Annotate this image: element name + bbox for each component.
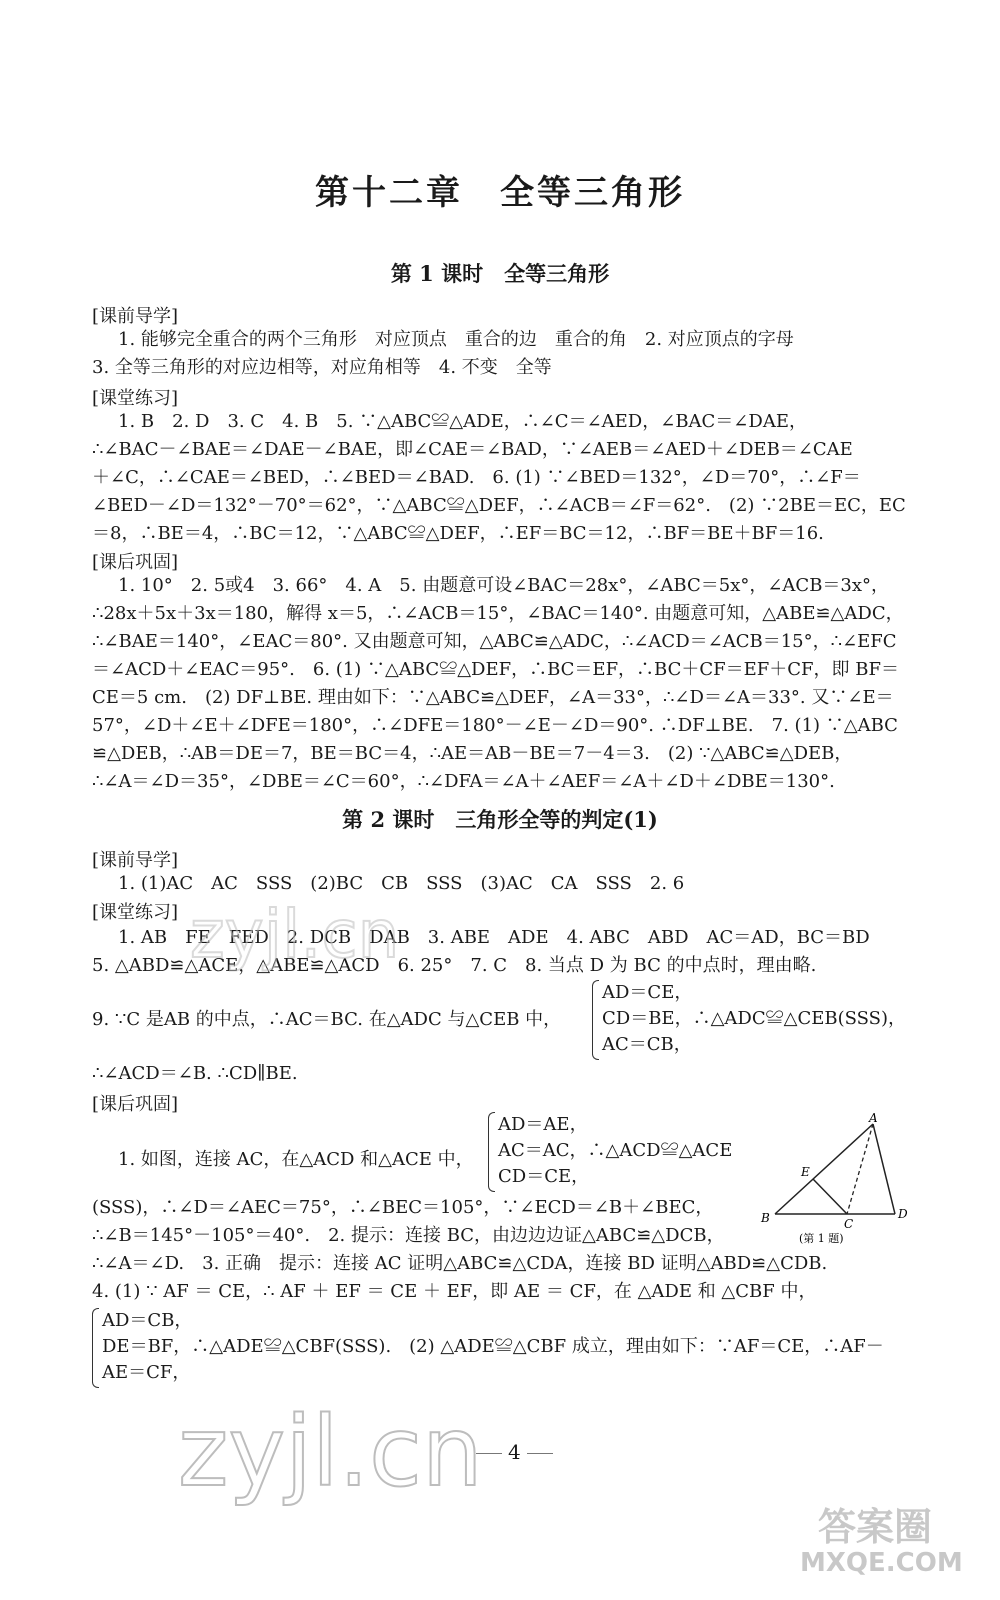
brace-line: AD＝AE， (498, 1114, 588, 1135)
triangle-figure (755, 1110, 915, 1250)
watermark-text: zyjl.cn (178, 1396, 483, 1508)
page-number: 4 (470, 1440, 559, 1464)
label-b: B (761, 1211, 770, 1225)
equation-brace (92, 1308, 884, 1386)
brace-line: DE＝BF，∴△ADE≌△CBF(SSS). (2) △ADE≌△CBF 成立，理由如下：∵AF＝CE，∴AF－ (102, 1336, 884, 1357)
brace-line: CD＝CE， (498, 1166, 590, 1187)
brace-line: AE＝CF， (102, 1362, 191, 1383)
figure-caption: (第 1 题) (799, 1232, 844, 1245)
text-line: CE＝5 cm. (2) DF⊥BE. 理由如下：∵△ABC≌△DEF，∠A＝33°，∴∠D＝∠A＝33°. 又∵∠E＝ (92, 687, 894, 708)
section-pre-study: [课前导学] (92, 306, 179, 327)
section-after-class: [课后巩固] (92, 1094, 179, 1115)
chapter-title: 第十二章 全等三角形 (315, 173, 685, 213)
text-line: ∴∠A＝∠D＝35°，∠DBE＝∠C＝60°，∴∠DFA＝∠A＋∠AEF＝∠A＋∠D＋∠DBE＝130°. (92, 771, 835, 792)
text-line: 3. 全等三角形的对应边相等，对应角相等 4. 不变 全等 (92, 357, 552, 378)
text-line: 1. 能够完全重合的两个三角形 对应顶点 重合的边 重合的角 2. 对应顶点的字母 (118, 329, 794, 350)
text-line: ∴∠B＝145°－105°＝40°. 2. 提示：连接 BC，由边边边证△ABC≌△DCB， (92, 1225, 725, 1246)
text-line: 1. 如图，连接 AC，在△ACD 和△ACE 中， (118, 1149, 474, 1170)
text-line: ∴∠A＝∠D. 3. 正确 提示：连接 AC 证明△ABC≌△CDA，连接 BD 证明△ABD≌△CDB. (92, 1253, 828, 1274)
section-after-class: [课后巩固] (92, 552, 179, 573)
text-line: 1. 10° 2. 5或4 3. 66° 4. A 5. 由题意可设∠BAC＝28x°，∠ABC＝5x°，∠ACB＝3x°， (118, 575, 890, 596)
text-line: ∠BED－∠D＝132°－70°＝62°，∵△ABC≌△DEF，∴∠ACB＝∠F＝62°. (2) ∵2BE＝EC，EC (92, 495, 906, 516)
label-c: C (844, 1217, 854, 1231)
text-line: 1. (1)AC AC SSS (2)BC CB SSS (3)AC CA SSS 2. 6 (118, 873, 685, 894)
text-line: ＋∠C，∴∠CAE＝∠BED，∴∠BED＝∠BAD. 6. (1) ∵∠BED＝132°，∠D＝70°，∴∠F＝ (92, 467, 861, 488)
brace-line: AD＝CB， (102, 1310, 193, 1331)
text-line: ＝∠ACD＋∠EAC＝95°. 6. (1) ∵△ABC≌△DEF，∴BC＝EF，∴BC＋CF＝EF＋CF，即 BF＝ (92, 659, 899, 680)
text-line: 1. AB FE FED 2. DCB DAB 3. ABE ADE 4. ABC ABD AC＝AD，BC＝BD (118, 927, 870, 948)
line-ac-dashed (847, 1124, 873, 1214)
watermark-text: zyjl.cn (190, 896, 400, 973)
section-pre-study: [课前导学] (92, 850, 179, 871)
brace-line: CD＝BE，∴△ADC≌△CEB(SSS)， (602, 1008, 907, 1029)
text-line: ∴∠ACD＝∠B. ∴CD∥BE. (92, 1063, 298, 1084)
brace-line: AC＝AC，∴△ACD≌△ACE (498, 1140, 733, 1161)
equation-brace (488, 1112, 732, 1190)
brace-line: AD＝CE， (602, 982, 693, 1003)
text-line: 1. B 2. D 3. C 4. B 5. ∵△ABC≌△ADE，∴∠C＝∠AED，∠BAC＝∠DAE， (118, 411, 807, 432)
equation-brace (592, 980, 906, 1058)
watermark-domain: MXQE.COM (800, 1548, 963, 1578)
lesson-2-title: 第 2 课时 三角形全等的判定(1) (342, 807, 658, 832)
line-ba (775, 1124, 873, 1214)
text-line: 57°，∠D＋∠E＋∠DFE＝180°，∴∠DFE＝180°－∠E－∠D＝90°. ∴DF⊥BE. 7. (1) ∵△ABC (92, 715, 898, 736)
text-line: ∴28x＋5x＋3x＝180，解得 x＝5，∴∠ACB＝15°，∠BAC＝140°. 由题意可知，△ABE≌△ADC， (92, 603, 904, 624)
text-line: ∴∠BAE＝140°，∠EAC＝80°. 又由题意可知，△ABC≌△ADC，∴∠ACD＝∠ACB＝15°，∴∠EFC (92, 631, 897, 652)
label-d: D (898, 1207, 908, 1221)
label-e: E (801, 1165, 810, 1179)
text-line: 4. (1) ∵ AF ＝ CE，∴ AF ＋ EF ＝ CE ＋ EF，即 AE ＝ CF，在 △ADE 和 △CBF 中， (92, 1281, 817, 1302)
lesson-1-title: 第 1 课时 全等三角形 (390, 261, 610, 286)
text-line: ≌△DEB，∴AB＝DE＝7，BE＝BC＝4，∴AE＝AB－BE＝7－4＝3. (2) ∵△ABC≌△DEB， (92, 743, 853, 764)
watermark-logo: 答案圈 (818, 1505, 933, 1549)
text-line: ∴∠BAC－∠BAE＝∠DAE－∠BAE，即∠CAE＝∠BAD，∵∠AEB＝∠AED＋∠DEB＝∠CAE (92, 439, 853, 460)
label-a: A (869, 1111, 878, 1125)
section-class-practice: [课堂练习] (92, 388, 179, 409)
text-line: ＝8，∴BE＝4，∴BC＝12，∵△ABC≌△DEF，∴EF＝BC＝12，∴BF＝BE＋BF＝16. (92, 523, 824, 544)
section-class-practice: [课堂练习] (92, 902, 179, 923)
line-ec (813, 1179, 847, 1214)
line-ad (873, 1124, 895, 1214)
brace-line: AC＝CB， (602, 1034, 692, 1055)
text-line: 9. ∵C 是AB 的中点，∴AC＝BC. 在△ADC 与△CEB 中， (92, 1009, 562, 1030)
text-line: 5. △ABD≌△ACE，△ABE≌△ACD 6. 25° 7. C 8. 当点 D 为 BC 的中点时，理由略. (92, 955, 817, 976)
text-line: (SSS)，∴∠D＝∠AEC＝75°，∴∠BEC＝105°，∵∠ECD＝∠B＋∠BEC， (92, 1197, 714, 1218)
